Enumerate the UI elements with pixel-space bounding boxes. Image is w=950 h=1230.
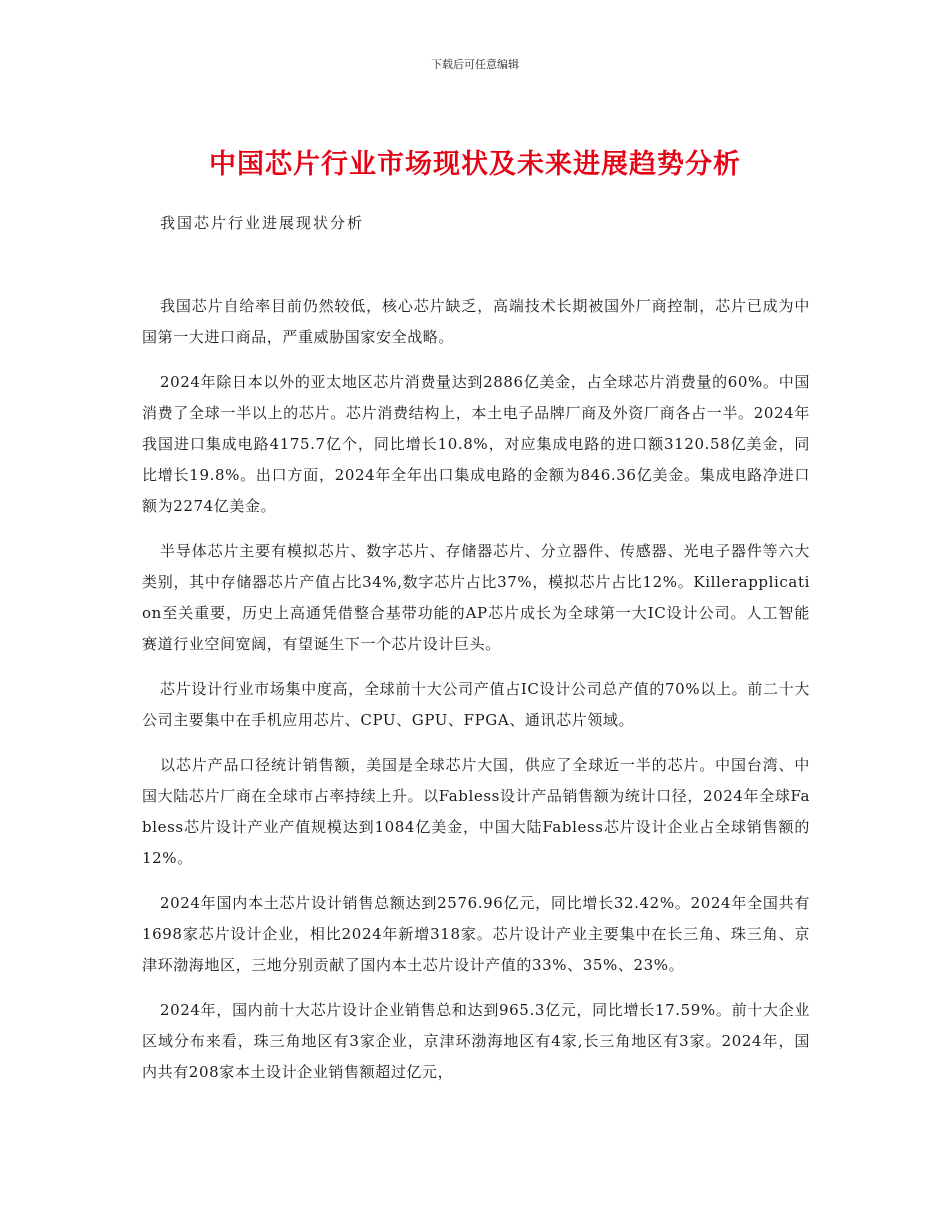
paragraph-2: 2024年除日本以外的亚太地区芯片消费量达到2886亿美金，占全球芯片消费量的60%。中国消费了全球一半以上的芯片。芯片消费结构上，本土电子品牌厂商及外资厂商各占一半。2024年我国进口集成电路4175.7亿个，同比增长10.8%，对应集成电路的进口额3120.58亿美金，同比增长19.8%。出口方面，2024年全年出口集成电路的金额为846.36亿美金。集成电路净进口额为2274亿美金。: [142, 373, 810, 515]
paragraph-4: 芯片设计行业市场集中度高，全球前十大公司产值占IC设计公司总产值的70%以上。前二十大公司主要集中在手机应用芯片、CPU、GPU、FPGA、通讯芯片领域。: [142, 680, 810, 729]
paragraph-6: 2024年国内本土芯片设计销售总额达到2576.96亿元，同比增长32.42%。2024年全国共有1698家芯片设计企业，相比2024年新增318家。芯片设计产业主要集中在长三角、珠三角、京津环渤海地区，三地分别贡献了国内本土芯片设计产值的33%、35%、23%。: [142, 894, 810, 974]
paragraph-3: 半导体芯片主要有模拟芯片、数字芯片、存储器芯片、分立器件、传感器、光电子器件等六大类别，其中存储器芯片产值占比34%,数字芯片占比37%，模拟芯片占比12%。Killerapplication至关重要，历史上高通凭借整合基带功能的AP芯片成长为全球第一大IC设计公司。人工智能赛道行业空间宽阔，有望诞生下一个芯片设计巨头。: [142, 542, 810, 653]
document-body: [142, 291, 810, 1102]
paragraph-5: 以芯片产品口径统计销售额，美国是全球芯片大国，供应了全球近一半的芯片。中国台湾、中国大陆芯片厂商在全球市占率持续上升。以Fabless设计产品销售额为统计口径，2024年全球Fabless芯片设计产业产值规模达到1084亿美金，中国大陆Fabless芯片设计企业占全球销售额的12%。: [142, 756, 810, 867]
section-subtitle: 我国芯片行业进展现状分析: [160, 214, 365, 232]
header-note: 下载后可任意编辑: [431, 58, 519, 71]
document-title: 中国芯片行业市场现状及未来进展趋势分析: [209, 149, 741, 180]
paragraph-7: 2024年，国内前十大芯片设计企业销售总和达到965.3亿元，同比增长17.59%。前十大企业区域分布来看，珠三角地区有3家企业，京津环渤海地区有4家,长三角地区有3家。2024年，国内共有208家本土设计企业销售额超过亿元，: [142, 1001, 810, 1081]
paragraph-1: 我国芯片自给率目前仍然较低，核心芯片缺乏，高端技术长期被国外厂商控制，芯片已成为中国第一大进口商品，严重威胁国家安全战略。: [142, 297, 810, 346]
